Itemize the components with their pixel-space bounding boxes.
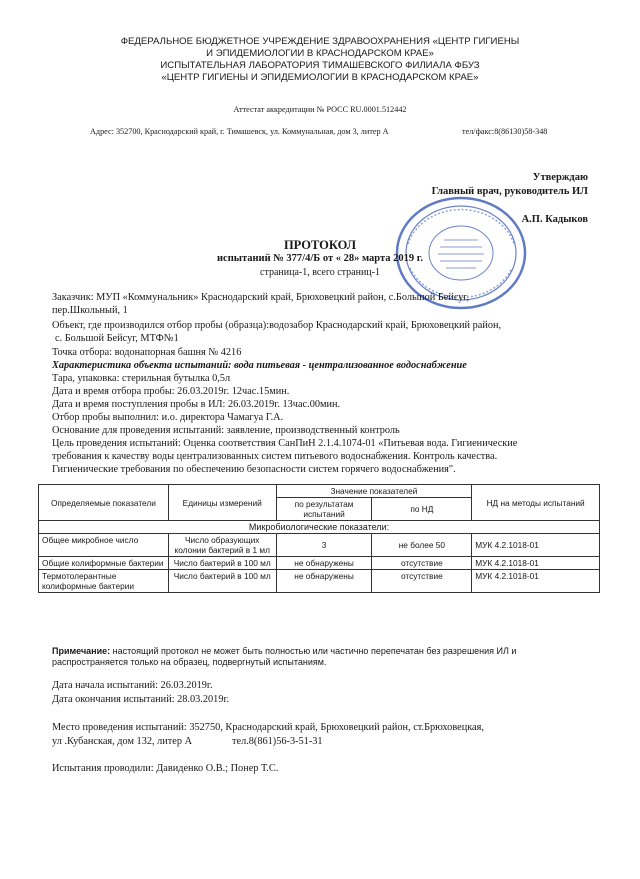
row-units: Число бактерий в 100 мл: [168, 570, 276, 593]
approve-position: Главный врач, руководитель ИЛ: [431, 186, 588, 197]
row-result: 3: [276, 534, 372, 557]
row-norm: не более 50: [372, 534, 472, 557]
end-date: Дата окончания испытаний: 28.03.2019г.: [52, 694, 230, 705]
row-param: Общее микробное число: [39, 534, 169, 557]
accreditation: Аттестат аккредитации № РОСС RU.0001.512442: [233, 105, 407, 114]
customer-line1: Заказчик: МУП «Коммунальник» Краснодарский край, Брюховецкий район, с.Большой Бейсуг,: [52, 292, 470, 303]
table-header-row: [39, 485, 600, 498]
header-norm: по НД: [372, 498, 472, 521]
row-method: МУК 4.2.1018-01: [472, 557, 600, 570]
receipt-date: Дата и время поступления пробы в ИЛ: 26.03.2019г. 13час.00мин.: [52, 399, 341, 410]
row-units: Число бактерий в 100 мл: [168, 557, 276, 570]
object-line2: с. Большой Бейсуг, МТФ№1: [55, 333, 179, 344]
protocol-pages: страница-1, всего страниц-1: [260, 267, 380, 278]
customer-line2: пер.Школьный, 1: [52, 305, 128, 316]
approve-name: А.П. Кадыков: [521, 214, 588, 225]
row-method: МУК 4.2.1018-01: [472, 570, 600, 593]
header-results: по результатам испытаний: [276, 498, 372, 521]
note-label: Примечание:: [52, 646, 111, 656]
sampling-point: Точка отбора: водонапорная башня № 4216: [52, 347, 242, 358]
results-table: [38, 484, 600, 593]
container: Тара, упаковка: стерильная бутылка 0,5л: [52, 373, 231, 384]
sampled-by: Отбор пробы выполнил: и.о. директора Чамагуа Г.А.: [52, 412, 284, 423]
test-basis: Основание для проведения испытаний: заявление, производственный контроль: [52, 425, 400, 436]
test-goal-line3: Гигиенические требования по обеспечению безопасности систем горячего водоснабжения".: [52, 464, 456, 475]
sampling-date: Дата и время отбора пробы: 26.03.2019г. 12час.15мин.: [52, 386, 290, 397]
protocol-title: ПРОТОКОЛ: [283, 238, 357, 252]
performers: Испытания проводили: Давиденко О.В.; Понер Т.С.: [52, 763, 279, 774]
protocol-number: испытаний № 377/4/Б от « 28» марта 2019 г.: [216, 253, 424, 264]
lab-address: Адрес: 352700, Краснодарский край, г. Тимашевск, ул. Коммунальная, дом 3, литер А: [90, 127, 389, 136]
header-param: Определяемые показатели: [39, 485, 169, 521]
row-method: МУК 4.2.1018-01: [472, 534, 600, 557]
table-section-row: [39, 521, 600, 534]
row-norm: отсутствие: [372, 557, 472, 570]
section-title: Микробиологические показатели:: [39, 521, 600, 534]
test-goal-line2: требования к качеству воды централизованных систем питьевого водоснабжения. Контроль качества.: [52, 451, 498, 462]
note-line2: распространяется только на образец, подвергнутый испытаниям.: [52, 657, 327, 667]
note-text1: настоящий протокол не может быть полностью или частично перепечатан без разрешения ИЛ и: [112, 646, 517, 656]
lab-name-line3: ИСПЫТАТЕЛЬНАЯ ЛАБОРАТОРИЯ ТИМАШЕВСКОГО ФИЛИАЛА ФБУЗ: [160, 60, 480, 71]
org-name-line1: ФЕДЕРАЛЬНОЕ БЮДЖЕТНОЕ УЧРЕЖДЕНИЕ ЗДРАВООХРАНЕНИЯ «ЦЕНТР ГИГИЕНЫ: [120, 36, 520, 47]
lab-name-line4: «ЦЕНТР ГИГИЕНЫ И ЭПИДЕМИОЛОГИИ В КРАСНОДАРСКОМ КРАЕ»: [161, 72, 479, 83]
place-phone: тел.8(861)56-3-51-31: [232, 736, 323, 747]
row-result: не обнаружены: [276, 570, 372, 593]
header-values: Значение показателей: [276, 485, 472, 498]
table-row: [39, 557, 600, 570]
note-line1: [52, 645, 516, 657]
header-units: Единицы измерений: [168, 485, 276, 521]
object-line1: Объект, где производился отбор пробы (образца):водозабор Краснодарский край, Брюховецкий район,: [52, 320, 502, 331]
row-norm: отсутствие: [372, 570, 472, 593]
header-method: НД на методы испытаний: [472, 485, 600, 521]
row-result: не обнаружены: [276, 557, 372, 570]
org-name-line2: И ЭПИДЕМИОЛОГИИ В КРАСНОДАРСКОМ КРАЕ»: [206, 48, 434, 59]
test-goal-line1: Цель проведения испытаний: Оценка соответствия СанПиН 2.1.4.1074-01 «Питьевая вода. Гигиенические: [52, 438, 518, 449]
start-date: Дата начала испытаний: 26.03.2019г.: [52, 680, 213, 691]
place-line1: Место проведения испытаний: 352750, Краснодарский край, Брюховецкий район, ст.Брюховецкая,: [52, 722, 484, 733]
table-row: [39, 570, 600, 593]
place-line2: ул .Кубанская, дом 132, литер А: [52, 736, 193, 747]
lab-phone: тел/факс:8(86130)58-348: [462, 127, 548, 136]
row-param: Общие колиформные бактерии: [39, 557, 169, 570]
row-param: Термотолерантные колиформные бактерии: [39, 570, 169, 593]
approve-label: Утверждаю: [532, 172, 588, 183]
object-characteristic: Характеристика объекта испытаний: вода питьевая - централизованное водоснабжение: [52, 360, 467, 371]
row-units: Число образующих колонии бактерий в 1 мл: [168, 534, 276, 557]
table-row: [39, 534, 600, 557]
